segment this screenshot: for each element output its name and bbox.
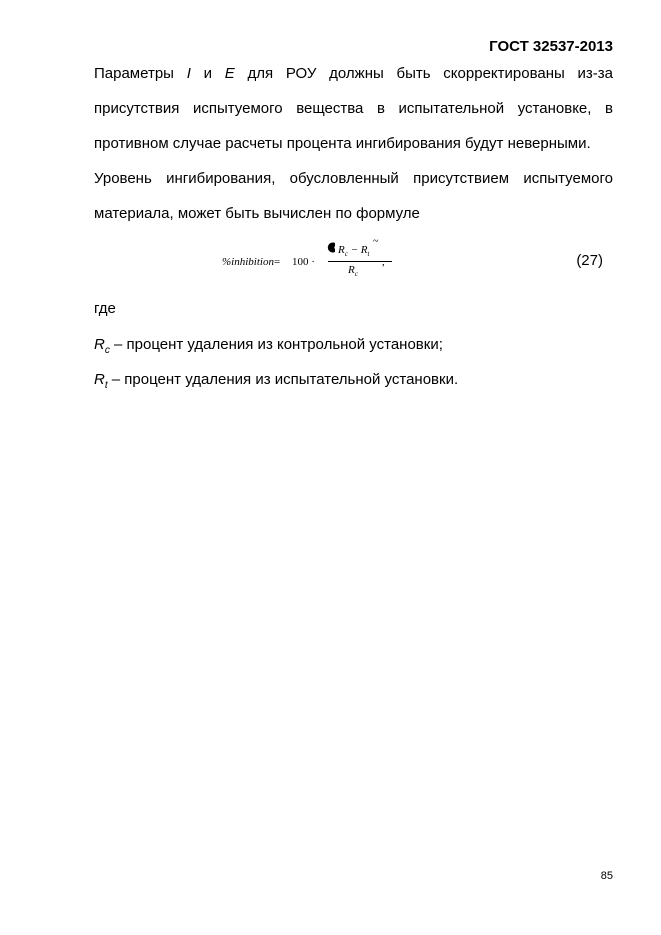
formula-lhs: %inhibition= <box>222 256 281 268</box>
paragraph-line: противном случае расчеты процента ингибирования будут неверными. <box>94 135 591 152</box>
paragraph-line: материала, может быть вычислен по формуле <box>94 205 420 222</box>
fraction-numerator <box>326 236 396 259</box>
definition-text: – процент удаления из контрольной установки; <box>109 336 443 353</box>
text-fragment: и <box>190 65 225 82</box>
equation-number: (27) <box>576 252 603 269</box>
definition-text: – процент удаления из испытательной установки. <box>107 371 459 388</box>
paragraph-line: присутствия испытуемого вещества в испытательной установке, в <box>94 100 613 117</box>
where-label: где <box>94 300 116 317</box>
definition-rc: $R_c$ – процент удаления из контрольной установки; <box>94 336 443 356</box>
paragraph-inhibition <box>64 161 613 231</box>
variable-r: R <box>94 336 105 353</box>
page-number: 85 <box>600 870 613 882</box>
text-fragment: для РОУ должны быть скорректированы из-за <box>234 65 613 82</box>
paragraph-parameters <box>64 56 613 161</box>
definition-rt: $R_t$ – процент удаления из испытательной установки. <box>94 371 459 391</box>
variable-i: I <box>186 65 191 82</box>
paragraph-line <box>64 56 613 91</box>
tilde-mark: ~ <box>373 236 379 247</box>
paragraph-line: Уровень ингибирования, обусловленный присутствием испытуемого <box>94 170 613 187</box>
fraction-denominator: $R_c$ <box>348 264 358 279</box>
numerator-text: $R_c - R_t$ <box>338 244 370 259</box>
variable-r: R <box>94 371 105 388</box>
document-code: ГОСТ 32537-2013 <box>489 38 613 55</box>
formula-multiplier: 100 · <box>292 256 315 268</box>
left-paren-glyph <box>327 242 337 253</box>
text-fragment: Параметры <box>94 65 187 82</box>
variable-e: E <box>224 65 235 82</box>
formula-comma: , <box>382 256 385 268</box>
